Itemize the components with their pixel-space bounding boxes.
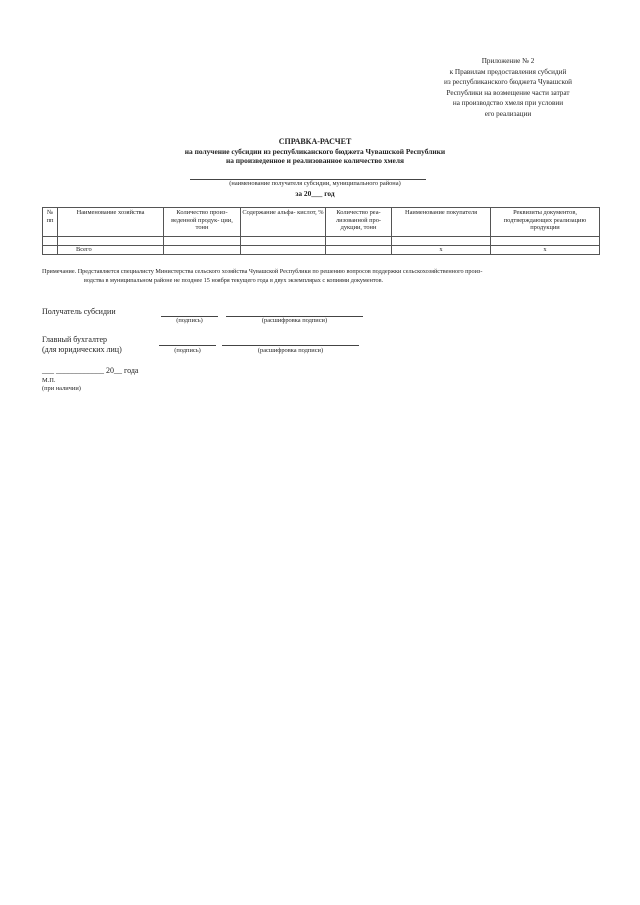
table-cell[interactable] bbox=[241, 237, 326, 246]
table-header-row bbox=[43, 208, 600, 237]
accountant-sublabel: (для юридических лиц) bbox=[42, 345, 122, 354]
col-header-alpha-acids: Содержание альфа- кислот, % bbox=[241, 208, 326, 237]
total-docs-mark: х bbox=[491, 246, 600, 255]
col-header-farm: Наименование хозяйства bbox=[58, 208, 164, 237]
appendix-line: к Правилам предоставления субсидий bbox=[449, 67, 567, 76]
accountant-decode-line[interactable] bbox=[222, 345, 359, 346]
calculation-table bbox=[42, 207, 600, 255]
table-cell[interactable] bbox=[241, 246, 326, 255]
appendix-line: на производство хмеля при условии bbox=[452, 99, 564, 108]
note bbox=[42, 268, 599, 285]
stamp-note: (при наличии) bbox=[42, 385, 81, 392]
appendix-line: его реализации bbox=[484, 109, 532, 118]
table-row bbox=[43, 237, 600, 246]
title-line-1: СПРАВКА-РАСЧЕТ bbox=[278, 137, 352, 146]
table-cell[interactable] bbox=[491, 237, 600, 246]
title-line-3: на произведенное и реализованное количество хмеля bbox=[225, 156, 404, 166]
appendix-reference bbox=[388, 56, 628, 120]
appendix-line: Республики на возмещение части затрат bbox=[446, 88, 570, 97]
table-cell[interactable] bbox=[164, 237, 241, 246]
table-cell[interactable] bbox=[43, 237, 58, 246]
table-cell bbox=[43, 246, 58, 255]
col-header-produced: Количество произ- веденной продук- ции, тонн bbox=[164, 208, 241, 237]
recipient-caption: (наименование получателя субсидии, муниципального района) bbox=[229, 180, 401, 187]
table-cell[interactable] bbox=[164, 246, 241, 255]
table-total-row bbox=[43, 246, 600, 255]
note-line-1: Примечание. Представляется специалисту Министерства сельского хозяйства Чувашской Республики по решению вопросов поддержки сельскохозяйственного произ- bbox=[42, 268, 483, 275]
accountant-label: Главный бухгалтер bbox=[42, 335, 107, 344]
total-label: Всего bbox=[58, 246, 164, 255]
accountant-signature-line[interactable] bbox=[159, 345, 216, 346]
table-cell[interactable] bbox=[58, 237, 164, 246]
note-line-2: водства в муниципальном районе не позднее 15 ноября текущего года в двух экземплярах с копиями документов. bbox=[84, 276, 384, 284]
document-title bbox=[140, 137, 490, 166]
title-line-2: на получение субсидии из республиканского бюджета Чувашской Республики bbox=[184, 146, 446, 156]
accountant-signature-caption: (подпись) bbox=[174, 347, 201, 354]
total-buyer-mark: х bbox=[392, 246, 491, 255]
col-header-documents: Реквизиты документов, подтверждающих реализацию продукции bbox=[491, 208, 600, 237]
table-cell[interactable] bbox=[326, 237, 392, 246]
col-header-number: № пп bbox=[43, 208, 58, 237]
col-header-buyer: Наименование покупателя bbox=[392, 208, 491, 237]
table-cell[interactable] bbox=[326, 246, 392, 255]
appendix-line: Приложение № 2 bbox=[481, 57, 535, 65]
recipient-label: Получатель субсидии bbox=[42, 307, 116, 316]
recipient-decode-caption: (расшифровка подписи) bbox=[261, 317, 328, 324]
date-line[interactable]: ___ ____________ 20__ года bbox=[42, 366, 139, 375]
appendix-line: из республиканского бюджета Чувашской bbox=[443, 78, 573, 87]
stamp-label: М.П. bbox=[42, 377, 56, 384]
col-header-sold: Количество реа- лизованной про- дукции, тонн bbox=[326, 208, 392, 237]
recipient-signature-caption: (подпись) bbox=[176, 317, 203, 324]
table-cell[interactable] bbox=[392, 237, 491, 246]
report-year: за 20___ год bbox=[295, 189, 335, 198]
accountant-decode-caption: (расшифровка подписи) bbox=[257, 347, 324, 354]
